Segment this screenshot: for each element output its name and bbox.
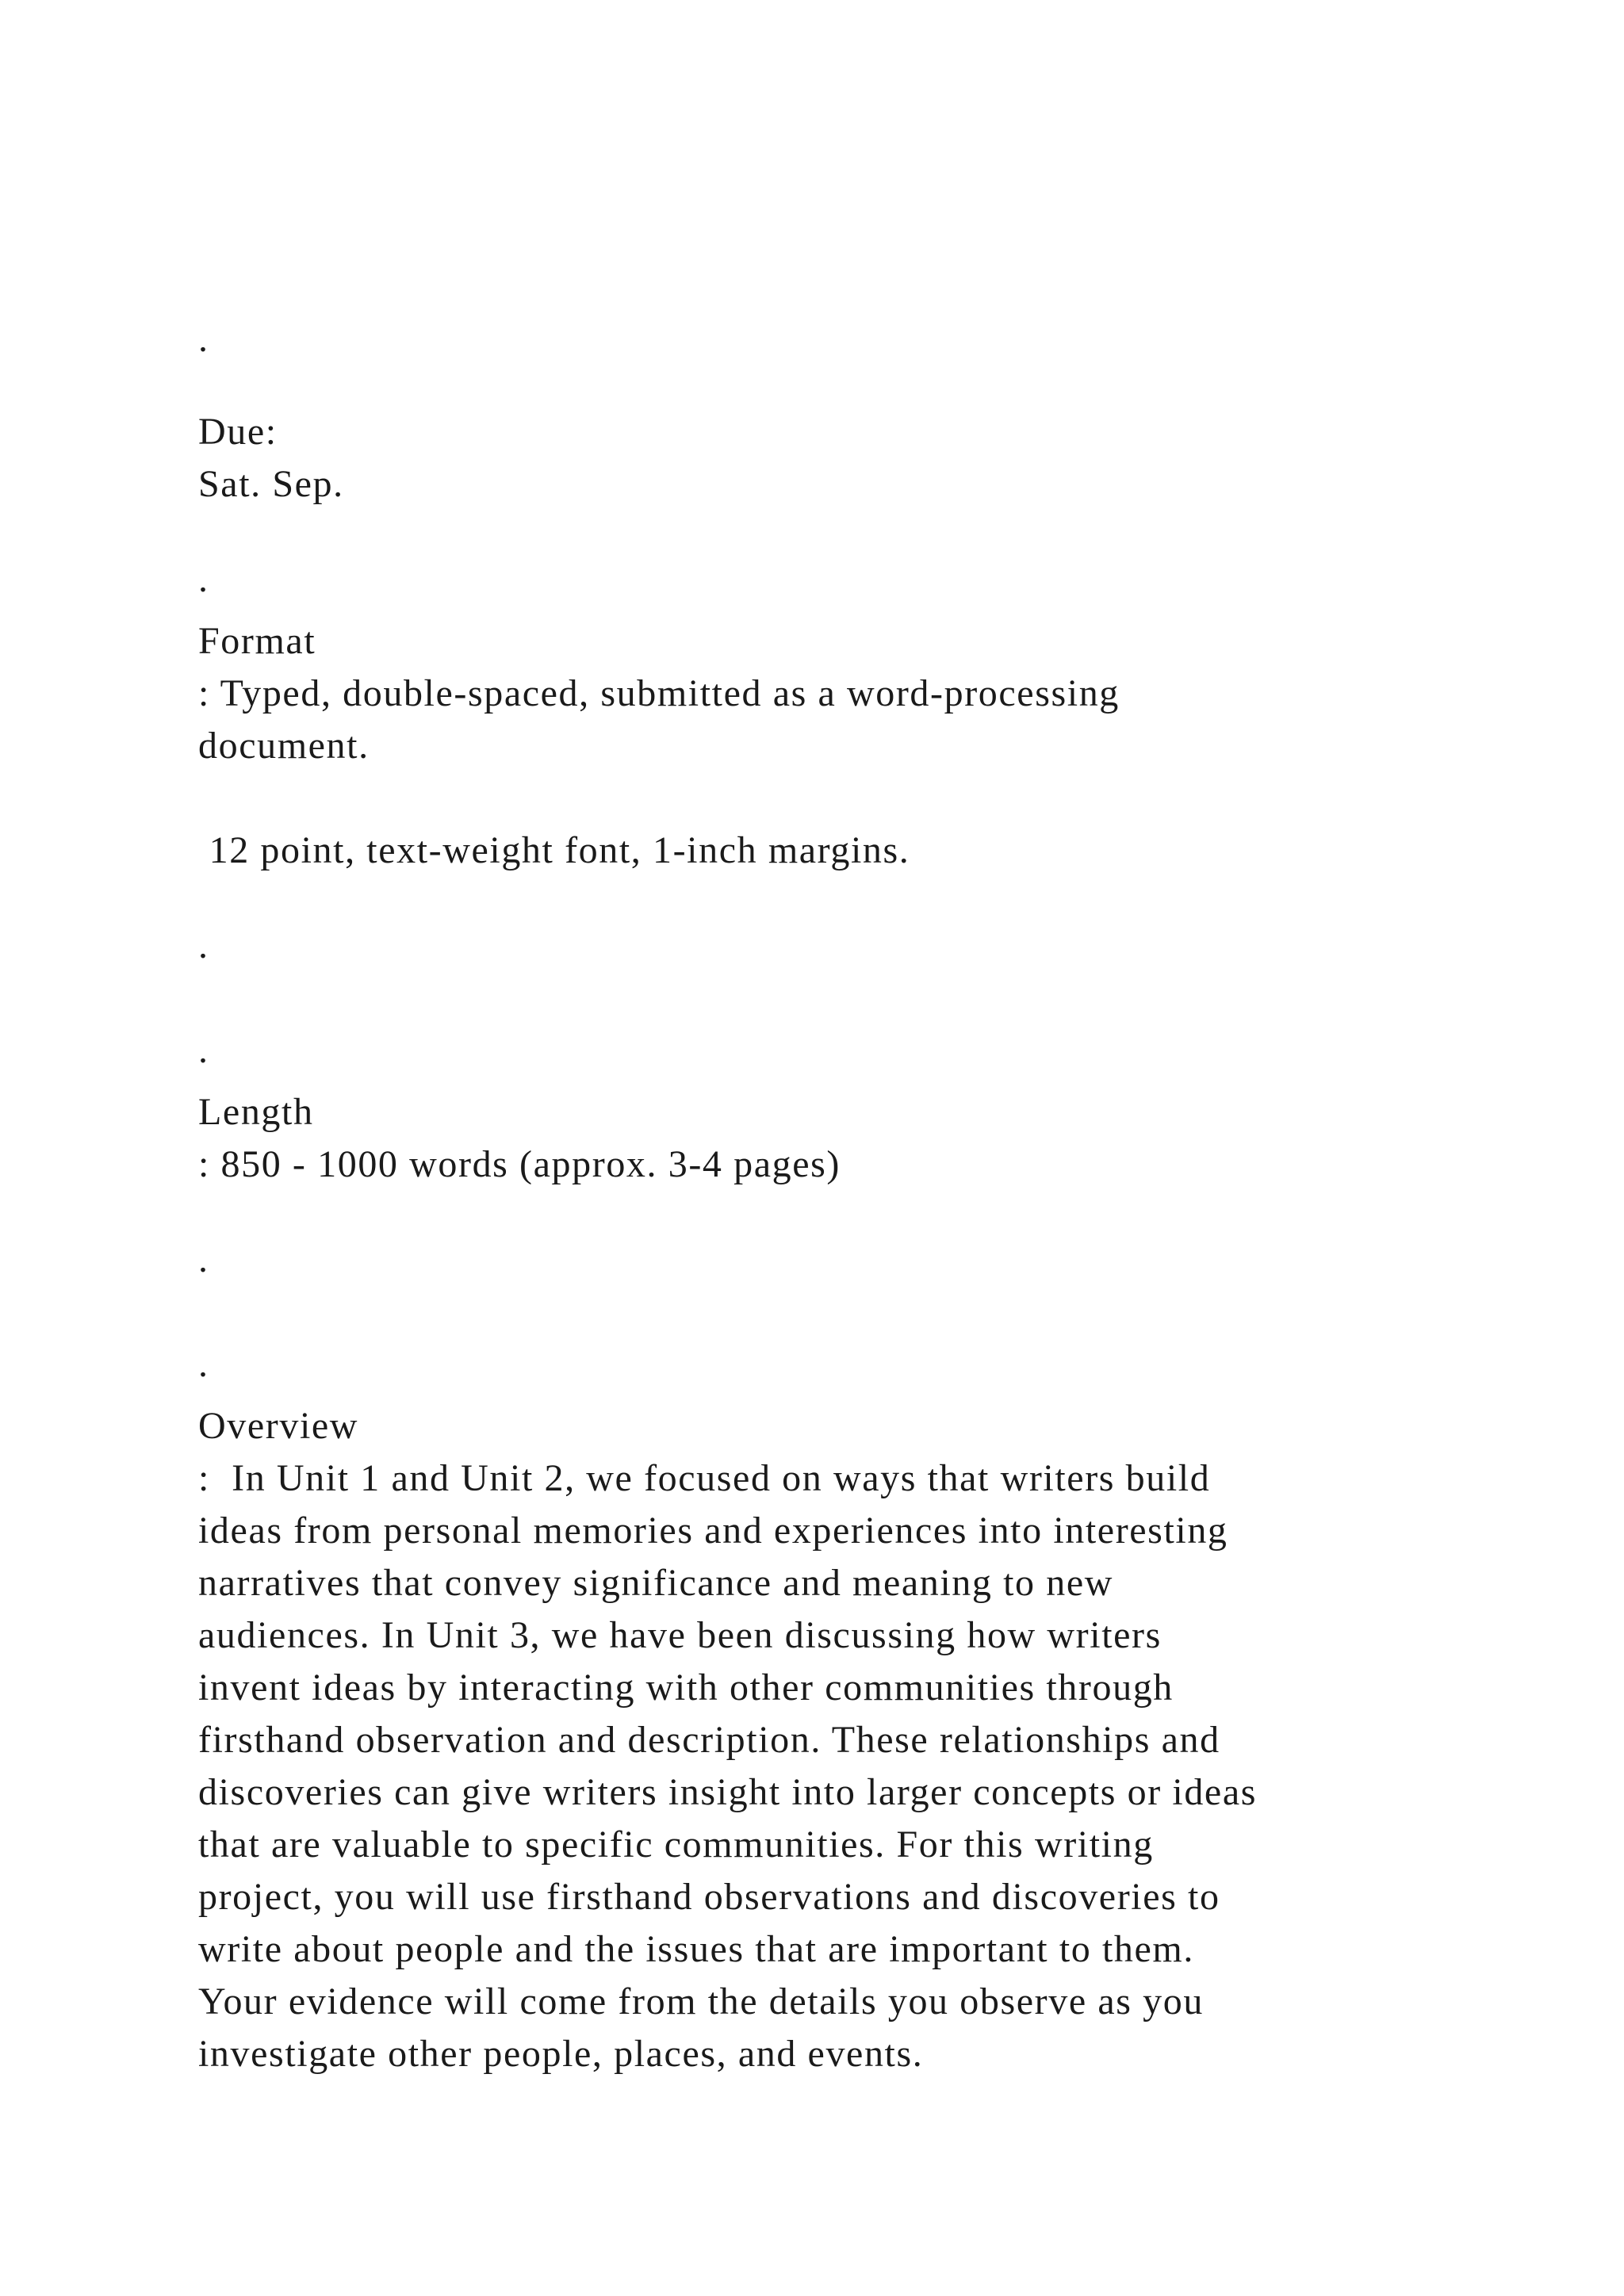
overview-paragraph: audiences. In Unit 3, we have been discussing how writers [198,1614,1162,1656]
separator-dot: . [198,1343,209,1385]
format-text: document. [198,725,370,767]
overview-paragraph: that are valuable to specific communities. For this writing [198,1823,1154,1866]
overview-label: Overview [198,1405,359,1447]
overview-paragraph: discoveries can give writers insight into larger concepts or ideas [198,1771,1258,1813]
overview-paragraph: firsthand observation and description. These relationships and [198,1719,1220,1761]
overview-paragraph: narratives that convey significance and meaning to new [198,1562,1114,1604]
overview-paragraph: investigate other people, places, and events. [198,2033,924,2075]
format-text: : Typed, double-spaced, submitted as a word-processing [198,672,1120,714]
length-text: : 850 - 1000 words (approx. 3-4 pages) [198,1143,841,1185]
overview-paragraph: write about people and the issues that are important to them. [198,1928,1194,1970]
separator-dot: . [198,1238,209,1280]
overview-paragraph: project, you will use firsthand observations and discoveries to [198,1876,1220,1918]
overview-paragraph: invent ideas by interacting with other communities through [198,1667,1174,1709]
format-label: Format [198,620,316,662]
separator-dot: . [198,558,209,600]
separator-dot: . [198,1029,209,1071]
overview-paragraph: Your evidence will come from the details you observe as you [198,1980,1204,2022]
separator-dot: . [198,924,209,966]
separator-dot: . [198,318,209,360]
due-date: Sat. Sep. [198,463,344,505]
overview-paragraph: ideas from personal memories and experiences into interesting [198,1510,1228,1552]
length-label: Length [198,1091,314,1133]
overview-paragraph: : In Unit 1 and Unit 2, we focused on ways that writers build [198,1457,1211,1499]
due-label: Due: [198,411,278,453]
format-details: 12 point, text-weight font, 1-inch margins. [198,829,910,871]
